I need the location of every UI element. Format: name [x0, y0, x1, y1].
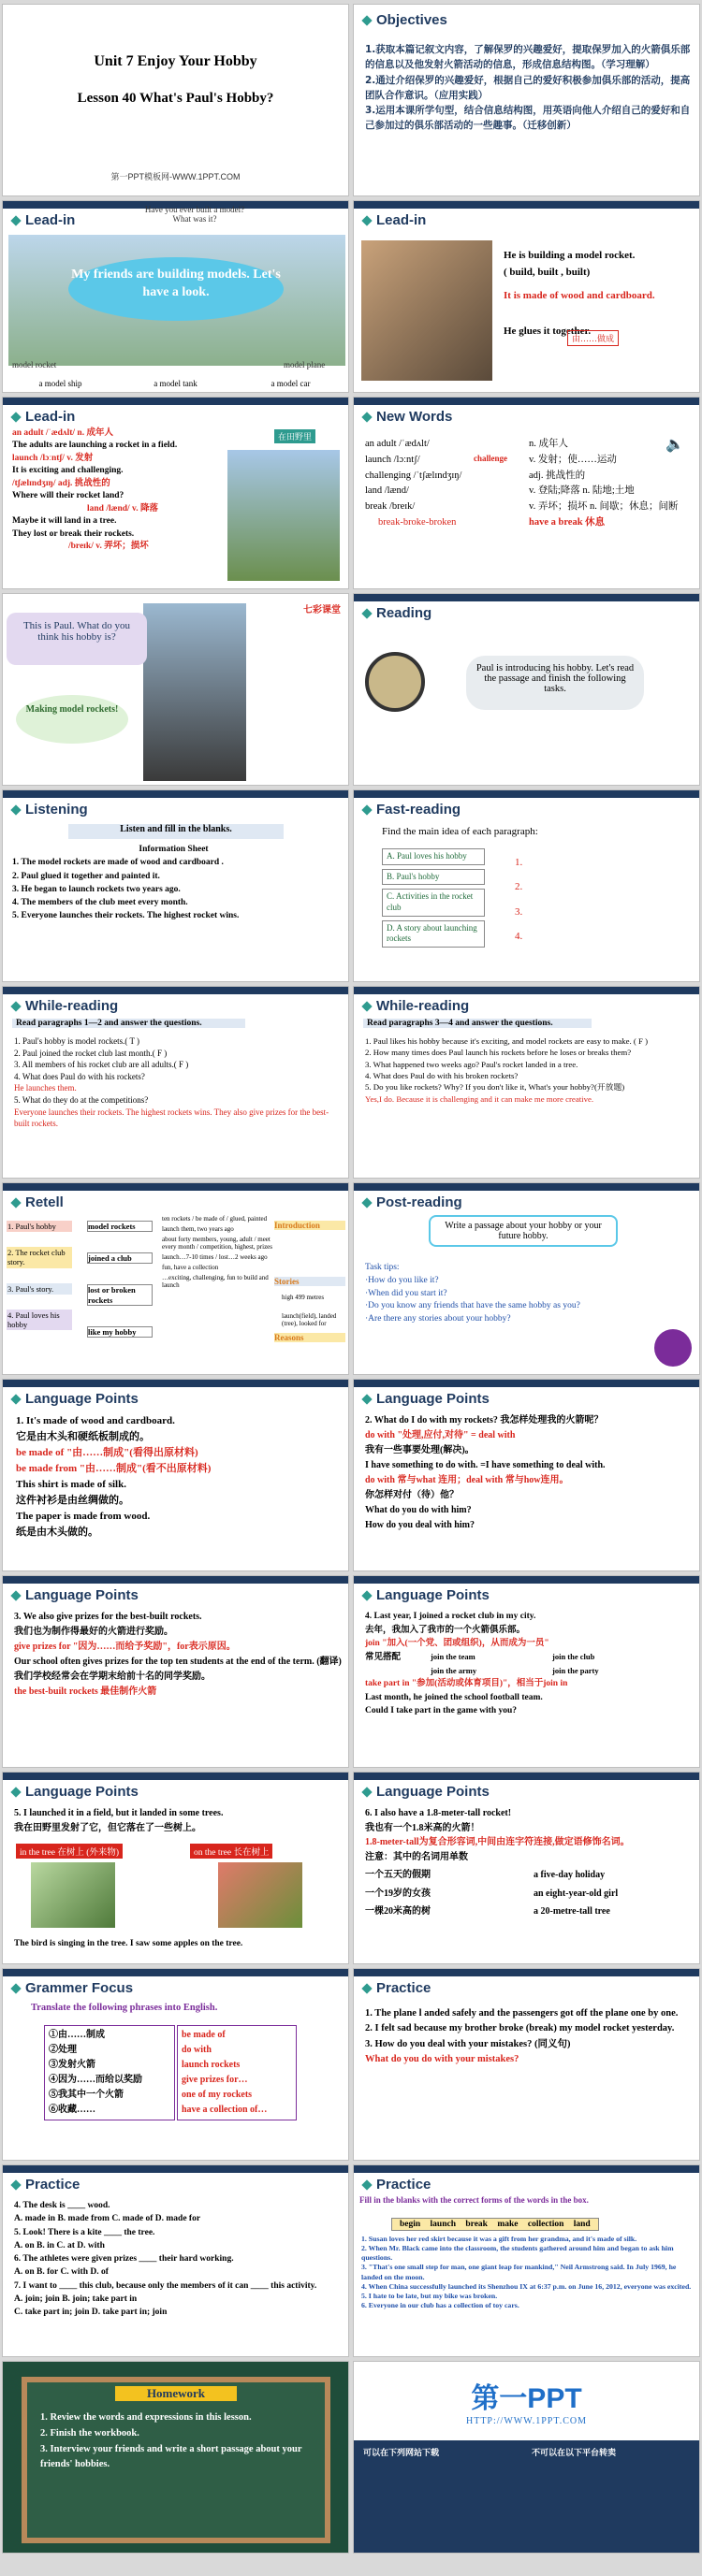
slide-heading: Lead-in: [25, 409, 76, 425]
q4: 4. The desk is ____ wood.: [14, 2201, 110, 2210]
word-launch: launch /lɔːntʃ/ v. 发射: [12, 453, 94, 463]
slide-heading: Language Points: [376, 1587, 490, 1603]
retell-right-2: launch them, two years ago: [162, 1225, 234, 1234]
bird-photo: [31, 1862, 115, 1928]
label-car: a model car: [271, 379, 311, 388]
zh-6: ⑥收藏……: [49, 2105, 95, 2115]
lp-give-prizes: give prizes for "因为……而给予奖励"，for表示原因。: [14, 1642, 236, 1652]
pair-1: join the team: [431, 1652, 475, 1662]
slide-end: [353, 2361, 700, 2554]
slide-heading: Grammer Focus: [25, 1980, 134, 1996]
meaning-land: v. 登陆;降落 n. 陆地;土地: [529, 485, 635, 497]
sentence-2: It is exciting and challenging.: [12, 466, 124, 476]
slide-objectives: [353, 4, 700, 196]
tag-in-tree: in the tree 在树上 (外来物): [16, 1844, 123, 1859]
q1: 1. Paul likes his hobby because it's exciting, and model rockets are easy to make. ( F ): [365, 1036, 649, 1046]
slide-heading: Listening: [25, 802, 88, 818]
field-photo: [227, 450, 340, 581]
fill-6: 6. Everyone in our club has a collection of toy cars.: [361, 2300, 519, 2309]
slide-practice-3: [353, 2164, 700, 2357]
q5: 5. Look! There is a kite ____ the tree.: [14, 2227, 155, 2237]
slide-post-reading: [353, 1182, 700, 1375]
brand-logo: 第一PPT: [471, 2383, 582, 2414]
sentence-1: The adults are launching a rocket in a field.: [12, 441, 178, 451]
lesson-title: Lesson 40 What's Paul's Hobby?: [77, 91, 274, 106]
q2: 2. How many times does Paul launch his rockets before he loses or breaks them?: [365, 1048, 632, 1058]
word-land: land /lænd/ v. 降落: [87, 503, 159, 514]
fill-4: 4. When China successfully launched its Shenzhou IX at 6:37 p.m. on June 16, 2012, everyone was excited.: [361, 2281, 692, 2291]
lp-translation: 它是由木头和硬纸板制成的。: [16, 1431, 150, 1443]
retell-right-5: fun, have a collection: [162, 1264, 219, 1272]
zh-4: ④因为……而给以奖励: [49, 2075, 142, 2085]
zh-1: ①由……制成: [49, 2030, 105, 2040]
tag-introduction: Introduction: [274, 1221, 345, 1230]
q4: 4. What does Paul do with his broken rockets?: [365, 1070, 519, 1080]
footer: 第一PPT模板网-WWW.1PPT.COM: [110, 172, 241, 181]
retell-left-3: 3. Paul's story.: [7, 1283, 72, 1295]
writing-task: Write a passage about your hobby or your future hobby.: [429, 1215, 618, 1247]
slide-heading: Language Points: [25, 1784, 139, 1800]
sentence-3: Where will their rocket land?: [12, 491, 124, 501]
question-text: Have you ever built a model? What was it?: [144, 205, 245, 224]
line-4: He glues it together.: [504, 325, 592, 337]
retell-right-1: ten rockets / be made of / glued, painted: [162, 1215, 268, 1223]
tips-title: Task tips:: [365, 1263, 400, 1272]
lp-example-2-zh: 纸是由木头做的。: [16, 1527, 98, 1539]
download-sites: 可以在下列网站下载: [363, 2448, 440, 2457]
slide-heading: Language Points: [25, 1391, 139, 1407]
retell-mid-4: like my hobby: [87, 1326, 153, 1338]
word-break: /breɪk/ v. 弄坏；损坏: [68, 542, 149, 552]
en-6: have a collection of…: [182, 2105, 268, 2115]
word-launch: launch /lɔːntʃ/: [365, 454, 420, 465]
tag-challenge: challenge: [474, 454, 507, 463]
slide-heading: Lead-in: [25, 212, 76, 228]
meaning-break: v. 弄坏；损坏 n. 间歇；休息；间断: [529, 501, 679, 513]
lp-example-1: Last month, he joined the school football team.: [365, 1692, 543, 1702]
lp-sentence: 3. We also give prizes for the best-built rockets.: [14, 1612, 202, 1622]
lp-example: I have something to do with. =I have something to deal with.: [365, 1460, 606, 1470]
lp-examples: The bird is singing in the tree. I saw some apples on the tree.: [14, 1939, 243, 1948]
lp-collocations: 常见搭配: [365, 1653, 402, 1663]
lp-example-2: The paper is made from wood.: [16, 1511, 151, 1523]
slide-heading: Language Points: [376, 1391, 490, 1407]
q3: 3. What happened two weeks ago? Paul's rocket landed in a tree.: [365, 1059, 578, 1069]
speaker-icon[interactable]: 🔈: [665, 437, 684, 453]
sheet-title: Information Sheet: [139, 845, 209, 854]
slide-leadin-3: [2, 397, 349, 589]
en-1: a five-day holiday: [534, 1870, 606, 1880]
reading-circle: [365, 652, 425, 712]
blank-3: 3. He began to launch rockets two years ago.: [12, 884, 181, 894]
tag-on-tree: on the tree 长在树上: [190, 1844, 272, 1859]
question: Find the main idea of each paragraph:: [382, 826, 538, 837]
a5: Everyone launches their rockets. The highest rockets wins. They also give prizes for the best-built rockets.: [14, 1107, 329, 1129]
slide-heading: New Words: [376, 409, 453, 425]
label-rocket: model rocket: [12, 360, 57, 369]
en-2: an eight-year-old girl: [534, 1888, 619, 1899]
slide-listening: [2, 789, 349, 982]
word-break: break /breɪk/: [365, 501, 416, 513]
slide-heading: Objectives: [376, 12, 447, 28]
lp-rule: do with 常与what 连用；deal with 常与how连用。: [365, 1475, 569, 1485]
tag-field: 在田野里: [274, 429, 315, 443]
instruction: Read paragraphs 1—2 and answer the questions.: [12, 1019, 245, 1028]
lp-zh: 我们也为制作得最好的火箭进行奖励。: [14, 1627, 173, 1637]
meaning-launch: v. 发射；使……运动: [529, 454, 617, 465]
q7-options-2: C. take part in; join D. take part in; join: [14, 2308, 168, 2317]
retell-left-2: 2. The rocket club story.: [7, 1247, 72, 1267]
line-3: It is made of wood and cardboard.: [504, 290, 655, 302]
objective-2: 2.通过介绍保罗的兴趣爱好，根据自己的爱好积极参加俱乐部的活动，提高团队合作意识。（应用实践）: [365, 74, 691, 101]
lp-sentence: 2. What do I do with my rockets? 我怎样处理我的火箭呢？: [365, 1415, 604, 1425]
fill-5: 5. I hate to be late, but my bike was broken.: [361, 2291, 498, 2300]
en-3: a 20-metre-tall tree: [534, 1906, 610, 1917]
zh-5: ⑤我其中一个火箭: [49, 2090, 124, 2100]
q7: 7. I want to ____ this club, because only the members of it can ____ this activity.: [14, 2280, 317, 2291]
have-a-break: have a break 休息: [529, 516, 606, 528]
lp-best-built: the best-built rockets 最佳制作火箭: [14, 1686, 157, 1697]
slide-retell: [2, 1182, 349, 1375]
slide-heading: Practice: [376, 2177, 431, 2192]
lp-do-with: do with "处理,应付,对待" = deal with: [365, 1430, 516, 1440]
slide-heading: Practice: [25, 2177, 80, 2192]
word-adult: an adult /ˈædʌlt/ n. 成年人: [12, 428, 113, 438]
slide-new-words: [353, 397, 700, 589]
objective-1: 1.获取本篇记叙文内容，了解保罗的兴趣爱好，提取保罗加入的火箭俱乐部的信息以及他发射火箭活动的信息，形成信息结构图。（学习理解）: [365, 44, 691, 71]
slide-heading: Retell: [25, 1194, 64, 1210]
q4-options: A. made in B. made from C. made of D. made for: [14, 2214, 201, 2224]
lp-translate: Our school often gives prizes for the top ten students at the end of the term. (翻译): [14, 1657, 342, 1667]
en-2: do with: [182, 2045, 212, 2055]
label-plane: model plane: [284, 360, 326, 369]
slide-heading: Lead-in: [376, 212, 427, 228]
option-d[interactable]: D. A story about launching rockets: [382, 920, 485, 948]
para-3: 3.: [515, 905, 523, 918]
option-a[interactable]: A. Paul loves his hobby: [382, 848, 485, 865]
lp-example-2: Could I take part in the game with you?: [365, 1706, 518, 1716]
lp-sentence: 4. Last year, I joined a rocket club in my city.: [365, 1612, 536, 1621]
answer-cloud: Making model rockets!: [16, 695, 128, 744]
a4: He launches them.: [14, 1083, 77, 1093]
blank-1: 1. The model rockets are made of wood and cardboard .: [12, 858, 224, 868]
line-1: He is building a model rocket.: [504, 250, 636, 261]
blank-5: 5. Everyone launches their rockets. The highest rocket wins.: [12, 911, 240, 921]
speech-bubble: This is Paul. What do you think his hobby is?: [7, 613, 147, 665]
word-adult: an adult /ˈædʌlt/: [365, 439, 430, 449]
para-1: 1.: [515, 857, 523, 868]
decor-icon: [654, 1329, 692, 1367]
lp-zh-2: 我们学校经常会在学期末给前十名的同学奖励。: [14, 1672, 211, 1682]
zh-3: 一棵20米高的树: [365, 1906, 431, 1917]
tip-4: ·Are there any stories about your hobby?: [365, 1314, 511, 1324]
homework-2: 2. Finish the workbook.: [40, 2427, 139, 2439]
meaning-challenging: adj. 挑战性的: [529, 470, 586, 481]
lp-made-from: be made from "由……制成"(看不出原材料): [16, 1463, 212, 1475]
q4: 4. What does Paul do with his rockets?: [14, 1071, 145, 1081]
tip-3: ·Do you know any friends that have the same hobby as you?: [365, 1301, 580, 1311]
logo: 七彩课堂: [303, 605, 341, 615]
fill-2: 2. When Mr. Black came into the classroom, the students gathered around him and began to ask him questions.: [361, 2244, 674, 2263]
zh-2: 一个19岁的女孩: [365, 1888, 431, 1899]
boy-photo: [361, 240, 492, 381]
tip-1: ·How do you like it?: [365, 1275, 439, 1285]
retell-right-6: …exciting, challenging, fun to build and launch: [162, 1274, 269, 1290]
tip-2: ·When did you start it?: [365, 1288, 447, 1298]
en-4: give prizes for…: [182, 2075, 248, 2085]
option-c[interactable]: C. Activities in the rocket club: [382, 889, 485, 916]
practice-1: 1. The plane l anded safely and the passengers got off the plane one by one.: [365, 2008, 679, 2019]
slide-while-reading-2: [353, 986, 700, 1179]
brand-url[interactable]: HTTP://WWW.1PPT.COM: [465, 2416, 587, 2426]
option-b[interactable]: B. Paul's hobby: [382, 869, 485, 886]
q6: 6. The athletes were given prizes ____ their hard working.: [14, 2254, 234, 2264]
q7-options-1: A. join; join B. join; take part in: [14, 2294, 138, 2304]
slide-lp-5: [2, 1772, 349, 1964]
lp-sentence: 5. I launched it in a field, but it landed in some trees.: [14, 1808, 224, 1818]
slide-heading: Reading: [376, 605, 432, 621]
slide-heading: While-reading: [376, 998, 470, 1014]
slide-lp-6: [353, 1772, 700, 1964]
lp-zh: 我有一些事要处理(解决)。: [365, 1445, 475, 1455]
homework-3: 3. Interview your friends and write a short passage about your friends' hobbies.: [40, 2443, 302, 2470]
lp-example-1-zh: 这件衬衫是由丝绸做的。: [16, 1495, 129, 1507]
slide-heading: Language Points: [25, 1587, 139, 1603]
pair-4: join the party: [552, 1665, 599, 1675]
retell-story: launch(field), landed (tree), looked for: [282, 1312, 337, 1327]
slide-lp-1: [2, 1379, 349, 1571]
lp-sentence: 6. I also have a 1.8-meter-tall rocket!: [365, 1808, 512, 1818]
slide-leadin-2: [353, 200, 700, 393]
blank-2: 2. Paul glued it together and painted it.: [12, 871, 160, 881]
label-tank: a model tank: [154, 379, 197, 388]
slide-grammar: [2, 1968, 349, 2161]
objective-3: 3.运用本课所学句型，结合信息结构图，用英语向他人介绍自己的爱好和自己参加过的俱乐部活动的一些趣事。（迁移创新）: [365, 105, 691, 132]
sentence-5: They lost or break their rockets.: [12, 528, 135, 539]
meaning-adult: n. 成年人: [529, 439, 568, 449]
slide-heading: Practice: [376, 1980, 431, 1996]
unit-title: Unit 7 Enjoy Your Hobby: [94, 53, 257, 69]
fill-3: 3. "That's one small step for man, one giant leap for mankind," Neil Armstrong said. In July 1969, he landed on the moon.: [361, 2263, 677, 2281]
slide-leadin-1: [2, 200, 349, 393]
homework-1: 1. Review the words and expressions in this lesson.: [40, 2412, 252, 2423]
slide-heading: Fast-reading: [376, 802, 461, 818]
slide-while-reading-1: [2, 986, 349, 1179]
tag-reasons: Reasons: [274, 1333, 345, 1342]
reading-bubble: Paul is introducing his hobby. Let's read the passage and finish the following tasks.: [466, 656, 644, 710]
retell-mid-1: model rockets: [87, 1221, 153, 1232]
lp-answer-1: What do you do with him?: [365, 1505, 472, 1515]
lp-note: 注意：其中的名词用单数: [365, 1851, 468, 1862]
diamond-icon: [361, 15, 372, 25]
en-1: be made of: [182, 2030, 226, 2040]
slide-title: [2, 4, 349, 196]
para-2: 2.: [515, 881, 523, 893]
zh-1: 一个五天的假期: [365, 1870, 431, 1880]
retell-right-3: about forty members, young, adult / meet every month / competition, highest, prizes: [162, 1236, 273, 1252]
q6-options: A. on B. for C. with D. of: [14, 2267, 109, 2278]
line-2: ( build, built , built): [504, 266, 591, 278]
speech-cloud: My friends are building models. Let's have a look.: [68, 257, 284, 321]
slide-lp-2: [353, 1379, 700, 1571]
practice-2: 2. I felt sad because my brother broke (break) my model rocket yesterday.: [365, 2023, 675, 2034]
q2: 2. Paul joined the rocket club last month.( F ): [14, 1048, 168, 1058]
lp-zh: 我在田野里发射了它，但它落在了一些树上。: [14, 1823, 201, 1833]
retell-mid-2: joined a club: [87, 1252, 153, 1264]
slide-practice-1: [353, 1968, 700, 2161]
retell-left-4: 4. Paul loves his hobby: [7, 1310, 72, 1330]
q5-options: A. on B. in C. at D. with: [14, 2240, 105, 2250]
lp-example-1: This shirt is made of silk.: [16, 1479, 126, 1491]
sentence-4: Maybe it will land in a tree.: [12, 516, 117, 527]
pair-2: join the club: [552, 1652, 595, 1662]
apples-photo: [218, 1862, 302, 1928]
word-challenging: /tʃælɪndʒɪŋ/ adj. 挑战性的: [12, 478, 110, 488]
slide-lp-4: [353, 1575, 700, 1768]
slide-heading: Post-reading: [376, 1194, 462, 1210]
retell-height: high 499 metres: [282, 1294, 325, 1301]
slide-paul: [2, 593, 349, 786]
slide-reading: [353, 593, 700, 786]
lp-zh-2: 你怎样对付（待）他？: [365, 1490, 459, 1500]
slide-heading: Language Points: [376, 1784, 490, 1800]
label-ship: a model ship: [38, 379, 82, 388]
slide-practice-2: [2, 2164, 349, 2357]
instruction: Listen and fill in the blanks.: [68, 824, 284, 839]
tag-stories: Stories: [274, 1277, 345, 1286]
instruction: Fill in the blanks with the correct forms of the words in the box.: [359, 2195, 589, 2205]
slide-fast-reading: [353, 789, 700, 982]
q3: 3. All members of his rocket club are all adults.( F ): [14, 1060, 189, 1070]
para-4: 4.: [515, 931, 523, 943]
lp-take-part-in: take part in "参加(活动或体育项目)"，相当于join in: [365, 1679, 568, 1689]
word-box: begin launch break make collection land: [391, 2218, 599, 2231]
q5: 5. What do they do at the competitions?: [14, 1094, 149, 1105]
blank-4: 4. The members of the club meet every month.: [12, 898, 188, 907]
slide-heading: While-reading: [25, 998, 119, 1014]
practice-3: 3. How do you deal with your mistakes? (同义句): [365, 2038, 571, 2049]
q5: 5. Do you like rockets? Why? If you don't like it, What's your hobby?(开放题): [365, 1082, 625, 1093]
break-forms: break-broke-broken: [378, 516, 457, 528]
instruction: Translate the following phrases into English.: [31, 2003, 218, 2013]
retell-right-4: launch…7-10 times / lost…2 weeks ago: [162, 1253, 268, 1262]
pair-3: join the army: [431, 1665, 477, 1675]
no-resale: 不可以在以下平台转卖: [532, 2448, 617, 2457]
lp-sentence: 1. It's made of wood and cardboard.: [16, 1415, 175, 1426]
practice-3-answer: What do you do with your mistakes?: [365, 2053, 519, 2064]
retell-left-1: 1. Paul's hobby: [7, 1221, 72, 1232]
lp-zh: 我也有一个1.8米高的火箭！: [365, 1822, 480, 1833]
tag-made-of: 由……做成: [567, 330, 619, 346]
paul-photo: [143, 603, 246, 781]
lp-zh: 去年，我加入了我市的一个火箭俱乐部。: [365, 1625, 526, 1635]
lp-rule: 1.8-meter-tall为复合形容词,中间由连字符连接,做定语修饰名词。: [365, 1837, 630, 1847]
zh-2: ②处理: [49, 2045, 77, 2055]
a5: Yes,I do. Because it is challenging and it can make me more creative.: [365, 1093, 594, 1104]
word-land: land /lænd/: [365, 485, 409, 497]
instruction: Read paragraphs 3—4 and answer the questions.: [363, 1019, 592, 1028]
fill-1: 1. Susan loves her red skirt because it was a gift from her grandma, and it's made of silk.: [361, 2235, 637, 2243]
retell-mid-3: lost or broken rockets: [87, 1284, 153, 1305]
slide-lp-3: [2, 1575, 349, 1768]
lp-join: join "加入(一个党、团或组织)，从而成为一员": [365, 1639, 549, 1649]
slide-homework: [2, 2361, 349, 2554]
homework-title: Homework: [115, 2386, 237, 2401]
lp-answer-2: How do you deal with him?: [365, 1520, 475, 1530]
zh-3: ③发射火箭: [49, 2060, 95, 2070]
word-challenging: challenging /ˈtʃælɪndʒɪŋ/: [365, 470, 462, 481]
q1: 1. Paul's hobby is model rockets.( T ): [14, 1036, 140, 1046]
en-3: launch rockets: [182, 2060, 241, 2070]
en-5: one of my rockets: [182, 2090, 253, 2100]
lp-made-of: be made of "由……制成"(看得出原材料): [16, 1447, 198, 1459]
